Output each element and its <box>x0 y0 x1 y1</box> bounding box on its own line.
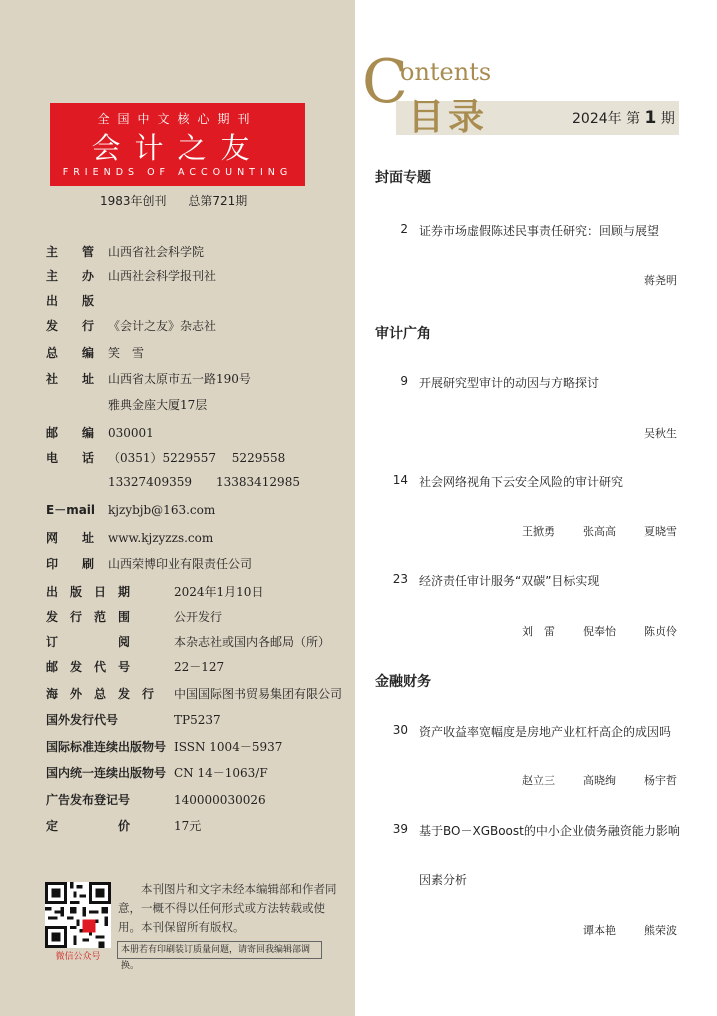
info-value: 中国国际图书贸易集团有限公司 <box>174 687 343 701</box>
founded-year: 1983年创刊 <box>100 194 167 208</box>
section-heading: 封面专题 <box>375 170 431 186</box>
author-name: 赵立三 <box>522 774 555 787</box>
info-value: 13327409359 13383412985 <box>108 475 300 489</box>
article-title-continued[interactable]: 因素分析 <box>419 873 468 887</box>
info-value: 030001 <box>108 426 154 440</box>
info-value: 雅典金座大厦17层 <box>108 398 208 412</box>
article-authors <box>555 922 677 938</box>
info-value: www.kjzyzzs.com <box>108 531 214 545</box>
info-value: 22－127 <box>174 660 225 674</box>
article-page-number: 2 <box>400 222 408 236</box>
info-value: 山西省太原市五一路190号 <box>108 372 251 386</box>
issue-suffix: 期 <box>660 111 675 127</box>
issue-year: 2024年 第 <box>572 111 641 127</box>
info-value: ISSN 1004－5937 <box>174 740 283 754</box>
info-label: 发 行 <box>46 319 95 333</box>
info-label: E－mail <box>46 503 96 517</box>
info-value: CN 14－1063/F <box>174 766 268 780</box>
issue-no: 1 <box>644 108 657 128</box>
author-name: 陈贞伶 <box>644 625 677 638</box>
info-value: 山西社会科学报刊社 <box>108 269 217 283</box>
info-label: 国外发行代号 <box>46 713 119 727</box>
section-heading: 审计广角 <box>375 326 431 342</box>
contents-title: 目录 <box>408 97 489 138</box>
info-label: 邮 编 <box>46 426 95 440</box>
info-label: 社 址 <box>46 372 95 386</box>
journal-logo <box>50 103 305 186</box>
author-name: 吴秋生 <box>644 427 677 440</box>
article-page-number: 30 <box>392 723 408 737</box>
info-value: 山西省社会科学院 <box>108 245 205 259</box>
info-label: 主 管 <box>46 245 95 259</box>
article-authors <box>494 772 677 788</box>
logo-english: FRIENDS OF ACCOUNTING <box>62 167 293 178</box>
article-title[interactable]: 开展研究型审计的动因与方略探讨 <box>419 376 600 390</box>
article-page-number: 9 <box>400 374 408 388</box>
info-label: 电 话 <box>46 451 95 465</box>
article-page-number: 14 <box>392 473 408 487</box>
info-value: 17元 <box>174 819 202 833</box>
article-authors <box>494 623 677 639</box>
info-label: 出 版 日 期 <box>46 585 131 599</box>
author-name: 夏晓雪 <box>644 525 677 538</box>
author-name: 杨宇哲 <box>644 774 677 787</box>
author-name: 王掀勇 <box>522 525 555 538</box>
info-value: 140000030026 <box>174 793 266 807</box>
author-name: 熊荣波 <box>644 924 677 937</box>
info-value: 笑 雪 <box>108 346 145 360</box>
info-label: 发 行 范 围 <box>46 610 131 624</box>
founded-line <box>100 192 265 209</box>
info-value: 公开发行 <box>174 610 223 624</box>
info-value: 本杂志社或国内各邮局（所） <box>174 635 331 649</box>
logo-title: 会计之友 <box>91 131 264 165</box>
copyright-notice: 本刊图片和文字未经本编辑部和作者同意，一概不得以任何形式或方法转载或使用。本刊保留所有版权。 <box>118 882 337 934</box>
info-label: 国内统一连续出版物号 <box>46 766 167 780</box>
info-value: 山西荣博印业有限责任公司 <box>108 557 253 571</box>
info-label: 定 价 <box>46 819 131 833</box>
total-issue: 总第721期 <box>188 194 248 208</box>
info-value: TP5237 <box>174 713 221 727</box>
info-label: 主 办 <box>46 269 95 283</box>
logo-tagline: 全国中文核心期刊 <box>97 112 258 126</box>
article-title[interactable]: 经济责任审计服务“双碳”目标实现 <box>419 574 600 588</box>
qr-code[interactable] <box>45 882 111 948</box>
issue-number <box>572 108 675 128</box>
info-label: 邮 发 代 号 <box>46 660 131 674</box>
article-title[interactable]: 证券市场虚假陈述民事责任研究：回顾与展望 <box>419 224 660 238</box>
author-name: 张高高 <box>583 525 616 538</box>
left-panel <box>0 0 355 1016</box>
author-name: 高晓绚 <box>583 774 616 787</box>
author-name: 倪奉怡 <box>583 625 616 638</box>
author-name: 刘 雷 <box>522 625 555 638</box>
info-value: 2024年1月10日 <box>174 585 264 599</box>
info-label: 海 外 总 发 行 <box>46 687 155 701</box>
info-value: （0351）5229557 5229558 <box>108 451 286 465</box>
article-title[interactable]: 社会网络视角下云安全风险的审计研究 <box>419 475 624 489</box>
author-name: 蒋尧明 <box>644 274 677 287</box>
section-heading: 金融财务 <box>375 674 431 690</box>
contents-initial: C <box>362 47 408 117</box>
info-value: 《会计之友》杂志社 <box>108 319 217 333</box>
info-value: kjzybjb@163.com <box>108 503 216 517</box>
author-name: 谭本艳 <box>583 924 616 937</box>
contents-english: ontents <box>400 58 492 86</box>
article-title[interactable]: 资产收益率宽幅度是房地产业杠杆高企的成因吗 <box>419 725 672 739</box>
article-page-number: 39 <box>392 822 408 836</box>
article-authors <box>494 523 677 539</box>
article-page-number: 23 <box>392 572 408 586</box>
info-label: 广告发布登记号 <box>46 793 131 807</box>
article-authors <box>616 425 677 441</box>
info-label: 订 阅 <box>46 635 131 649</box>
info-label: 出 版 <box>46 294 95 308</box>
article-title[interactable]: 基于BO－XGBoost的中小企业债务融资能力影响 <box>419 824 680 838</box>
info-label: 总 编 <box>46 346 95 360</box>
article-authors <box>616 272 677 288</box>
qr-caption: 微信公众号 <box>55 952 101 962</box>
quality-notice: 本册若有印刷装订质量问题，请寄回我编辑部调换。 <box>117 941 322 959</box>
info-label: 国际标准连续出版物号 <box>46 740 167 754</box>
info-label: 印 刷 <box>46 557 95 571</box>
info-label: 网 址 <box>46 531 95 545</box>
